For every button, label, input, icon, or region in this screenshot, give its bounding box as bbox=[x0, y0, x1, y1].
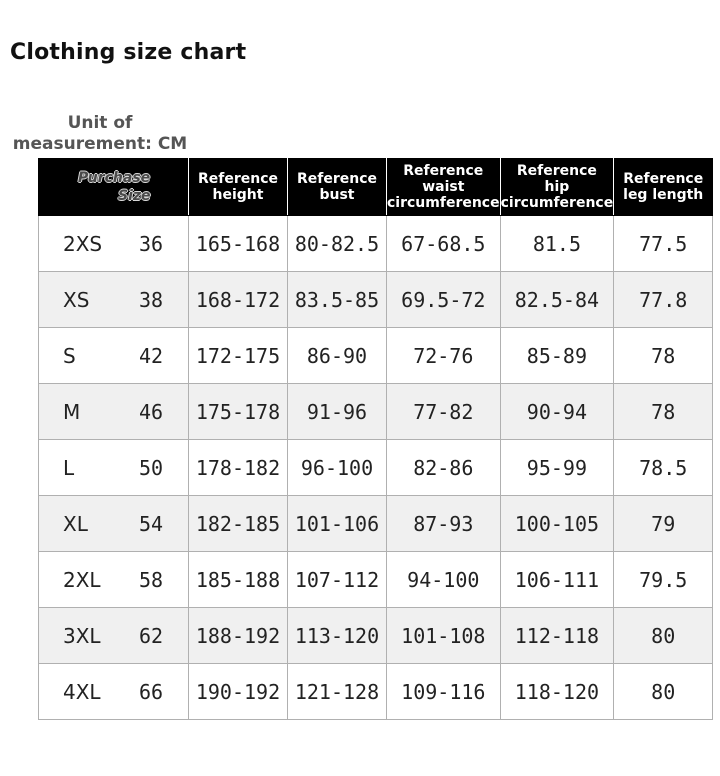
leg-length-cell: 78 bbox=[614, 384, 713, 440]
waist-cell: 109-116 bbox=[387, 664, 501, 720]
height-cell: 172-175 bbox=[189, 328, 288, 384]
table-row bbox=[39, 272, 713, 328]
header-reference-waist bbox=[387, 159, 501, 216]
table-row bbox=[39, 608, 713, 664]
page-title: Clothing size chart bbox=[10, 40, 247, 65]
bust-cell: 107-112 bbox=[288, 552, 387, 608]
header-waist-line-3: circumference bbox=[387, 195, 500, 211]
waist-cell: 72-76 bbox=[387, 328, 501, 384]
leg-length-cell: 80 bbox=[614, 608, 713, 664]
header-purchase-line-1: Purchase bbox=[78, 170, 151, 186]
header-bust-line-1: Reference bbox=[296, 171, 378, 187]
table-header-row bbox=[39, 159, 713, 216]
hip-cell: 81.5 bbox=[500, 216, 614, 272]
size-label: XL bbox=[63, 511, 88, 536]
header-hip-line-3: circumference bbox=[500, 195, 614, 211]
leg-length-cell: 80 bbox=[614, 664, 713, 720]
table-row bbox=[39, 664, 713, 720]
waist-cell: 82-86 bbox=[387, 440, 501, 496]
waist-cell: 69.5-72 bbox=[387, 272, 501, 328]
size-number: 62 bbox=[139, 623, 164, 648]
leg-length-cell: 77.5 bbox=[614, 216, 713, 272]
hip-cell: 85-89 bbox=[500, 328, 614, 384]
size-cell bbox=[39, 216, 189, 272]
bust-cell: 91-96 bbox=[288, 384, 387, 440]
height-cell: 190-192 bbox=[189, 664, 288, 720]
size-number: 46 bbox=[139, 399, 164, 424]
size-cell bbox=[39, 440, 189, 496]
header-purchase-line-2: Size bbox=[118, 188, 151, 204]
height-cell: 188-192 bbox=[189, 608, 288, 664]
header-leg-line-2: leg length bbox=[623, 187, 704, 203]
waist-cell: 94-100 bbox=[387, 552, 501, 608]
size-cell bbox=[39, 552, 189, 608]
size-cell bbox=[39, 664, 189, 720]
leg-length-cell: 78 bbox=[614, 328, 713, 384]
bust-cell: 113-120 bbox=[288, 608, 387, 664]
size-label: 2XL bbox=[63, 567, 101, 592]
hip-cell: 90-94 bbox=[500, 384, 614, 440]
unit-of-measurement bbox=[10, 113, 190, 155]
bust-cell: 86-90 bbox=[288, 328, 387, 384]
bust-cell: 96-100 bbox=[288, 440, 387, 496]
height-cell: 178-182 bbox=[189, 440, 288, 496]
size-number: 58 bbox=[139, 567, 164, 592]
hip-cell: 118-120 bbox=[500, 664, 614, 720]
header-purchase-size bbox=[39, 159, 189, 216]
header-height-line-1: Reference bbox=[197, 171, 279, 187]
size-number: 54 bbox=[139, 511, 164, 536]
hip-cell: 106-111 bbox=[500, 552, 614, 608]
unit-line-2: measurement: CM bbox=[12, 134, 188, 154]
waist-cell: 77-82 bbox=[387, 384, 501, 440]
size-number: 36 bbox=[139, 231, 164, 256]
header-height-line-2: height bbox=[212, 187, 264, 203]
bust-cell: 80-82.5 bbox=[288, 216, 387, 272]
waist-cell: 101-108 bbox=[387, 608, 501, 664]
hip-cell: 100-105 bbox=[500, 496, 614, 552]
size-table bbox=[38, 158, 713, 720]
height-cell: 175-178 bbox=[189, 384, 288, 440]
table-row bbox=[39, 328, 713, 384]
leg-length-cell: 78.5 bbox=[614, 440, 713, 496]
waist-cell: 67-68.5 bbox=[387, 216, 501, 272]
header-hip-line-1: Reference bbox=[516, 163, 597, 179]
table-row bbox=[39, 552, 713, 608]
table-row bbox=[39, 440, 713, 496]
height-cell: 185-188 bbox=[189, 552, 288, 608]
leg-length-cell: 79 bbox=[614, 496, 713, 552]
header-hip-line-2: hip bbox=[544, 179, 570, 195]
size-cell bbox=[39, 496, 189, 552]
table-row bbox=[39, 216, 713, 272]
leg-length-cell: 79.5 bbox=[614, 552, 713, 608]
waist-cell: 87-93 bbox=[387, 496, 501, 552]
size-number: 50 bbox=[139, 455, 164, 480]
header-reference-leg-length bbox=[614, 159, 713, 216]
bust-cell: 83.5-85 bbox=[288, 272, 387, 328]
size-label: 2XS bbox=[63, 231, 103, 256]
hip-cell: 82.5-84 bbox=[500, 272, 614, 328]
leg-length-cell: 77.8 bbox=[614, 272, 713, 328]
hip-cell: 95-99 bbox=[500, 440, 614, 496]
size-label: S bbox=[63, 343, 76, 368]
bust-cell: 101-106 bbox=[288, 496, 387, 552]
header-leg-line-1: Reference bbox=[623, 171, 704, 187]
header-reference-hip bbox=[500, 159, 614, 216]
size-label: XS bbox=[63, 287, 90, 312]
size-cell bbox=[39, 608, 189, 664]
header-reference-height bbox=[189, 159, 288, 216]
hip-cell: 112-118 bbox=[500, 608, 614, 664]
table-row bbox=[39, 496, 713, 552]
height-cell: 182-185 bbox=[189, 496, 288, 552]
header-bust-line-2: bust bbox=[319, 187, 355, 203]
header-waist-line-2: waist bbox=[422, 179, 465, 195]
size-label: 3XL bbox=[63, 623, 101, 648]
bust-cell: 121-128 bbox=[288, 664, 387, 720]
size-cell bbox=[39, 384, 189, 440]
header-waist-line-1: Reference bbox=[403, 163, 484, 179]
size-number: 66 bbox=[139, 679, 164, 704]
size-cell bbox=[39, 328, 189, 384]
size-number: 38 bbox=[139, 287, 164, 312]
height-cell: 165-168 bbox=[189, 216, 288, 272]
unit-line-1: Unit of bbox=[67, 113, 133, 133]
size-label: 4XL bbox=[63, 679, 101, 704]
table-row bbox=[39, 384, 713, 440]
size-label: M bbox=[63, 399, 81, 424]
header-reference-bust bbox=[288, 159, 387, 216]
height-cell: 168-172 bbox=[189, 272, 288, 328]
size-label: L bbox=[63, 455, 75, 480]
size-number: 42 bbox=[139, 343, 164, 368]
size-cell bbox=[39, 272, 189, 328]
